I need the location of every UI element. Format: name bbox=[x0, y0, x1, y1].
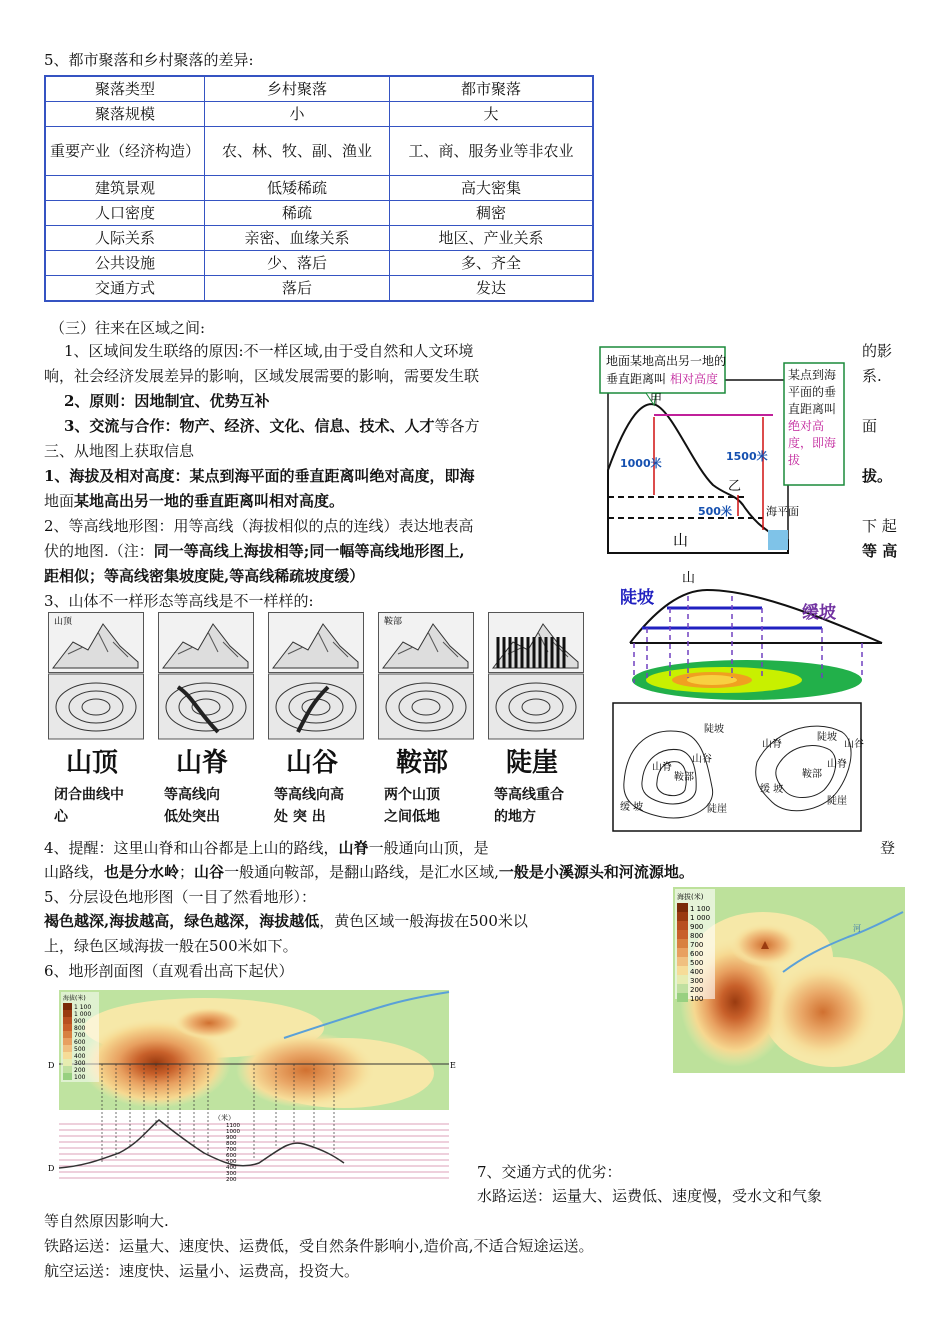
slope-steep: 陡坡 bbox=[620, 588, 654, 608]
lm-legend-value: 600 bbox=[690, 950, 704, 958]
alt-1000: 1000米 bbox=[620, 457, 662, 470]
pf-legend-value: 500 bbox=[74, 1046, 86, 1053]
table-cell: 高大密集 bbox=[390, 176, 594, 201]
map-section-title: 三、从地图上获取信息 bbox=[44, 442, 195, 460]
reminder-line2 bbox=[44, 862, 694, 882]
height-line1-end: 拔。 bbox=[862, 467, 893, 485]
reminder-l2-b2: 山谷 bbox=[194, 863, 225, 881]
sk-lbl-10: 山脊 bbox=[827, 759, 847, 770]
table-cell: 稠密 bbox=[390, 201, 594, 226]
para3-bold: 3、交流与合作：物产、经济、文化、信息、技术、人才 bbox=[64, 417, 435, 435]
layer-line2: 上，绿色区域海拔一般在500米如下。 bbox=[44, 937, 298, 955]
height-line2 bbox=[44, 491, 344, 511]
slope-gentle: 缓坡 bbox=[802, 603, 836, 623]
pf-legend-value: 900 bbox=[74, 1018, 86, 1025]
lm-legend-value: 200 bbox=[690, 986, 704, 994]
lm-legend-value: 300 bbox=[690, 977, 704, 985]
reminder-l2-pre: 山路线， bbox=[44, 863, 105, 881]
table-cell: 低矮稀疏 bbox=[205, 176, 390, 201]
landform-desc-line1: 等高线重合 bbox=[494, 787, 564, 803]
para1-line2-end: 系. bbox=[862, 367, 882, 385]
pf-tick: 900 bbox=[226, 1135, 237, 1141]
alt-shan: 山 bbox=[673, 531, 689, 549]
section5-title: 5、都市聚落和乡村聚落的差异: bbox=[44, 51, 254, 69]
sk-lbl-0: 陡坡 bbox=[704, 724, 724, 735]
alt-box1a: 地面某地高出另一地的 bbox=[606, 354, 727, 368]
table-cell: 亲密、血缘关系 bbox=[205, 226, 390, 251]
table-cell: 聚落类型 bbox=[45, 76, 205, 102]
reminder-l1-bold: 山脊 bbox=[338, 839, 369, 857]
pf-legend-value: 300 bbox=[74, 1060, 86, 1067]
pf-legend-title: 海拔(米) bbox=[63, 995, 86, 1002]
alt-box2 bbox=[788, 367, 846, 469]
pf-legend-value: 700 bbox=[74, 1032, 86, 1039]
landform-desc-line2: 心 bbox=[54, 809, 68, 825]
landform-panel bbox=[268, 612, 364, 740]
alt-box2-l3: 直距离叫 bbox=[788, 402, 837, 416]
landform-desc-line1: 等高线向高 bbox=[274, 787, 344, 803]
sk-lbl-8: 山谷 bbox=[844, 739, 864, 750]
rail-line: 铁路运送：运量大、速度快、运费低，受自然条件影响小,造价高,不适合短途运送。 bbox=[44, 1237, 594, 1255]
alt-jia: 甲 bbox=[650, 392, 663, 406]
pf-tick: 200 bbox=[226, 1177, 237, 1183]
sk-lbl-12: 陡崖 bbox=[827, 796, 847, 807]
landform-name: 山顶 bbox=[66, 748, 119, 778]
layered-color-map bbox=[673, 887, 905, 1073]
pf-tick: 700 bbox=[226, 1147, 237, 1153]
landform-desc-line1: 闭合曲线中 bbox=[54, 787, 124, 803]
table-row bbox=[45, 127, 593, 176]
sk-lbl-6: 山脊 bbox=[762, 739, 782, 750]
table-cell: 大 bbox=[390, 102, 594, 127]
layer-line1 bbox=[44, 911, 528, 931]
reminder-l1-rest: 一般通向山顶，是 bbox=[368, 839, 489, 857]
contour-line2-bold: 同一等高线上海拔相等;同一幅等高线地形图上, bbox=[153, 542, 465, 560]
landform-name: 山谷 bbox=[286, 748, 339, 778]
lm-legend-title: 海拔(米) bbox=[677, 893, 704, 901]
lm-legend-value: 700 bbox=[690, 941, 704, 949]
alt-box2-l6: 拔 bbox=[788, 453, 801, 467]
lm-legend-value: 1 000 bbox=[690, 914, 711, 922]
contour-line2 bbox=[44, 541, 465, 561]
alt-box2-l4: 绝对高 bbox=[788, 419, 825, 433]
table-cell: 公共设施 bbox=[45, 251, 205, 276]
profile-figure bbox=[44, 988, 454, 1188]
profile-title: 6、地形剖面图（直观看出高下起伏） bbox=[44, 962, 294, 980]
table-row bbox=[45, 76, 593, 102]
table-cell: 交通方式 bbox=[45, 276, 205, 302]
air-line: 航空运送：速度快、运量小、运费高，投资大。 bbox=[44, 1262, 360, 1280]
landform-name: 山脊 bbox=[176, 748, 229, 778]
alt-yi: 乙 bbox=[728, 479, 742, 494]
alt-box1c: 相对高度 bbox=[670, 372, 719, 386]
landform-desc-line1: 等高线向 bbox=[164, 787, 220, 803]
sk-lbl-5: 陡崖 bbox=[707, 804, 727, 815]
alt-sea: 海平面 bbox=[766, 505, 799, 518]
sk-lbl-11: 缓 坡 bbox=[760, 784, 784, 795]
sk-lbl-4: 缓 坡 bbox=[620, 802, 644, 813]
lm-legend-value: 1 100 bbox=[690, 905, 711, 913]
para1-line2: 响，社会经济发展差异的影响，区域发展需要的影响，需要发生联 bbox=[44, 367, 480, 385]
table-row bbox=[45, 176, 593, 201]
reminder-l1-a: 4、提醒：这里山脊和山谷都是上山的路线， bbox=[44, 839, 339, 857]
transport-title: 7、交通方式的优劣： bbox=[477, 1163, 622, 1181]
layer-line1-bold: 褐色越深,海拔越高，绿色越深，海拔越低 bbox=[44, 912, 320, 930]
landform-desc bbox=[384, 784, 440, 828]
table-row bbox=[45, 251, 593, 276]
table-cell: 少、落后 bbox=[205, 251, 390, 276]
table-cell: 人口密度 bbox=[45, 201, 205, 226]
pf-tick: 1000 bbox=[226, 1129, 240, 1135]
pf-tick: 300 bbox=[226, 1171, 237, 1177]
table-cell: 都市聚落 bbox=[390, 76, 594, 102]
reminder-line1-end: 登 bbox=[880, 839, 896, 857]
pf-e-top: E bbox=[450, 1061, 456, 1070]
table-cell: 落后 bbox=[205, 276, 390, 302]
pf-legend-value: 800 bbox=[74, 1025, 86, 1032]
sk-lbl-2: 山脊 bbox=[652, 762, 672, 773]
sketch-contour-figure bbox=[612, 702, 862, 832]
table-cell: 发达 bbox=[390, 276, 594, 302]
contour-line3: 距相似；等高线密集坡度陡,等高线稀疏坡度缓） bbox=[44, 567, 365, 585]
table-cell: 乡村聚落 bbox=[205, 76, 390, 102]
reminder-l2-mid: ； bbox=[179, 863, 195, 881]
contour-line1-end: 下 起 bbox=[862, 517, 897, 535]
para2: 2、原则：因地制宜、优势互补 bbox=[64, 392, 270, 410]
slope-shan: 山 bbox=[682, 571, 696, 586]
lm-legend-value: 100 bbox=[690, 995, 704, 1003]
table-cell: 稀疏 bbox=[205, 201, 390, 226]
landform-panel bbox=[378, 612, 474, 740]
contour-line1: 2、等高线地形图：用等高线（海拔相似的点的连线）表达地表高 bbox=[44, 517, 474, 535]
landform-name: 鞍部 bbox=[396, 748, 449, 778]
contour-line2-pre: 伏的地图.（注： bbox=[44, 542, 154, 560]
alt-box2-l5: 度，即海 bbox=[788, 436, 837, 450]
layer-title: 5、分层设色地形图（一目了然看地形）： bbox=[44, 888, 317, 906]
reminder-l2-b3: 一般是小溪源头和河流源地。 bbox=[498, 863, 694, 881]
lm-legend-value: 800 bbox=[690, 932, 704, 940]
landform-desc-line2: 之间低地 bbox=[384, 809, 440, 825]
lm-river: 河 bbox=[853, 924, 861, 933]
pf-tick: 1100 bbox=[226, 1123, 240, 1129]
pf-legend-value: 1 000 bbox=[74, 1011, 92, 1018]
table-cell: 建筑景观 bbox=[45, 176, 205, 201]
pf-unit: （米） bbox=[214, 1114, 235, 1122]
landform-desc-line1: 两个山顶 bbox=[384, 787, 440, 803]
landform-desc bbox=[494, 784, 564, 828]
lm-legend-value: 500 bbox=[690, 959, 704, 967]
sk-lbl-9: 鞍部 bbox=[802, 769, 822, 780]
section3-title: （三）往来在区域之间: bbox=[50, 319, 206, 337]
alt-1500: 1500米 bbox=[726, 450, 768, 463]
landform-panel bbox=[158, 612, 254, 740]
height-line2-bold: 某地高出另一地的垂直距离叫相对高度。 bbox=[74, 492, 345, 510]
pf-legend-value: 400 bbox=[74, 1053, 86, 1060]
pf-legend-value: 200 bbox=[74, 1067, 86, 1074]
table-cell: 工、商、服务业等非农业 bbox=[390, 127, 594, 176]
water-line1: 水路运送：运量大、运费低、速度慢，受水文和气象 bbox=[477, 1187, 823, 1205]
para3-tail: 等各方 bbox=[434, 417, 480, 435]
reminder-l2-b1: 也是分水岭 bbox=[104, 863, 180, 881]
pf-d-top: D bbox=[48, 1061, 55, 1070]
table-row bbox=[45, 201, 593, 226]
height-line1: 1、海拔及相对高度：某点到海平面的垂直距离叫绝对高度，即海 bbox=[44, 467, 475, 485]
pf-tick: 800 bbox=[226, 1141, 237, 1147]
table-row bbox=[45, 102, 593, 127]
landform-title: 3、山体不一样形态等高线是不一样样的: bbox=[44, 592, 314, 610]
height-line2-pre: 地面 bbox=[44, 492, 75, 510]
contour-line2-end: 等 高 bbox=[862, 542, 898, 560]
altitude-figure bbox=[598, 345, 799, 557]
pf-tick: 400 bbox=[226, 1165, 237, 1171]
table-cell: 小 bbox=[205, 102, 390, 127]
table-cell: 多、齐全 bbox=[390, 251, 594, 276]
sk-lbl-1: 山谷 bbox=[692, 754, 712, 765]
sk-lbl-7: 陡坡 bbox=[817, 732, 837, 743]
settlement-table bbox=[44, 75, 594, 302]
landform-desc-line2: 低处突出 bbox=[164, 809, 220, 825]
landform-desc bbox=[274, 784, 344, 828]
pf-legend-value: 600 bbox=[74, 1039, 86, 1046]
pf-tick: 500 bbox=[226, 1159, 237, 1165]
landform-desc bbox=[54, 784, 124, 828]
pf-tick: 600 bbox=[226, 1153, 237, 1159]
landform-name: 陡崖 bbox=[506, 748, 559, 778]
sk-lbl-3: 鞍部 bbox=[674, 772, 694, 783]
lm-legend-value: 900 bbox=[690, 923, 704, 931]
table-cell: 农、林、牧、副、渔业 bbox=[205, 127, 390, 176]
table-row bbox=[45, 276, 593, 302]
landform-panel bbox=[488, 612, 584, 740]
para3-end: 面 bbox=[862, 417, 878, 435]
para1-line1-end: 的影 bbox=[862, 342, 893, 360]
alt-box2-l2: 平面的垂 bbox=[788, 385, 837, 399]
landform-desc-line2: 处 突 出 bbox=[274, 809, 326, 825]
layer-line1-rest: ，黄色区域一般海拔在500米以 bbox=[319, 912, 528, 930]
pf-legend-value: 1 100 bbox=[74, 1004, 92, 1011]
alt-box1b: 垂直距离叫 bbox=[606, 372, 667, 386]
pf-legend-value: 100 bbox=[74, 1074, 86, 1081]
reminder-line1 bbox=[44, 838, 489, 858]
alt-500: 500米 bbox=[698, 505, 732, 518]
slope-figure bbox=[612, 568, 892, 703]
table-cell: 地区、产业关系 bbox=[390, 226, 594, 251]
landform-desc bbox=[164, 784, 220, 828]
table-cell: 聚落规模 bbox=[45, 102, 205, 127]
table-cell: 重要产业（经济构造） bbox=[45, 127, 205, 176]
table-row bbox=[45, 226, 593, 251]
para1-line1: 1、区域间发生联络的原因:不一样区域,由于受自然和人文环境 bbox=[64, 342, 474, 360]
lm-legend-value: 400 bbox=[690, 968, 704, 976]
para3 bbox=[64, 416, 479, 436]
landform-desc-line2: 的地方 bbox=[494, 809, 536, 825]
alt-box2-l1: 某点到海 bbox=[788, 368, 837, 382]
landform-tag: 山顶 bbox=[54, 617, 73, 627]
water-line2: 等自然原因影响大. bbox=[44, 1212, 169, 1230]
landform-panel bbox=[48, 612, 144, 740]
reminder-l2-rest: 一般通向鞍部，是翻山路线，是汇水区域, bbox=[224, 863, 499, 881]
table-cell: 人际关系 bbox=[45, 226, 205, 251]
pf-d-bottom: D bbox=[48, 1164, 55, 1173]
landform-tag: 鞍部 bbox=[384, 617, 403, 627]
